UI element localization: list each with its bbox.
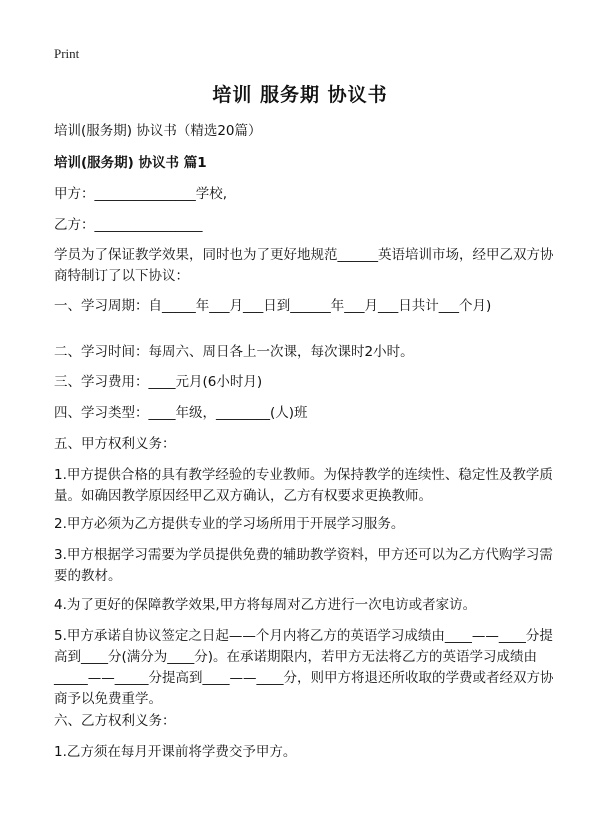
party-b-item-1: 1.乙方须在每月开课前将学费交予甲方。 xyxy=(54,744,297,760)
party-a-item-2: 2.甲方必须为乙方提供专业的学习场所用于开展学习服务。 xyxy=(54,516,405,532)
clause-study-type: 四、学习类型：____年级，________(人)班 xyxy=(54,405,308,421)
intro-paragraph: 学员为了保证教学效果，同时也为了更好地规范______英语培训市场，经甲乙双方协商特制订了以下协议： xyxy=(54,247,554,284)
clause-party-b-heading: 六、乙方权利义务： xyxy=(54,713,176,729)
party-a-item-1: 1.甲方提供合格的具有教学经验的专业教师。为保持教学的连续性、稳定性及教学质量。如确因教学原因经甲乙双方确认，乙方有权要求更换教师。 xyxy=(54,467,553,504)
party-a-line: 甲方：_______________学校, xyxy=(54,186,228,202)
section-heading: 培训(服务期) 协议书 篇1 xyxy=(54,155,207,171)
clause-study-time: 二、学习时间：每周六、周日各上一次课，每次课时2小时。 xyxy=(54,344,414,360)
print-link[interactable]: Print xyxy=(54,46,80,61)
party-a-item-4: 4.为了更好的保障教学效果,甲方将每周对乙方进行一次电访或者家访。 xyxy=(54,597,477,613)
document-subtitle: 培训(服务期) 协议书（精选20篇） xyxy=(54,123,262,139)
clause-party-a-heading: 五、甲方权利义务： xyxy=(54,436,176,452)
party-a-item-3: 3.甲方根据学习需要为学员提供免费的辅助教学资料，甲方还可以为乙方代购学习需要的教材。 xyxy=(54,547,553,584)
party-a-item-5: 5.甲方承诺自协议签定之日起——个月内将乙方的英语学习成绩由____——____分提高到____分(满分为____分)。在承诺期限内，若甲方无法将乙方的英语学习成绩由_____——_____分提高到____——____分，则甲方将退还所收取的学费或者经双方协商予以免费重学。 xyxy=(54,628,554,707)
clause-study-period: 一、学习周期：自_____年___月___日到______年___月___日共计___个月) xyxy=(54,298,492,314)
document-title: 培训 服务期 协议书 xyxy=(212,84,388,106)
party-b-line: 乙方：________________ xyxy=(54,217,203,233)
clause-study-fee: 三、学习费用：____元月(6小时月) xyxy=(54,374,263,390)
